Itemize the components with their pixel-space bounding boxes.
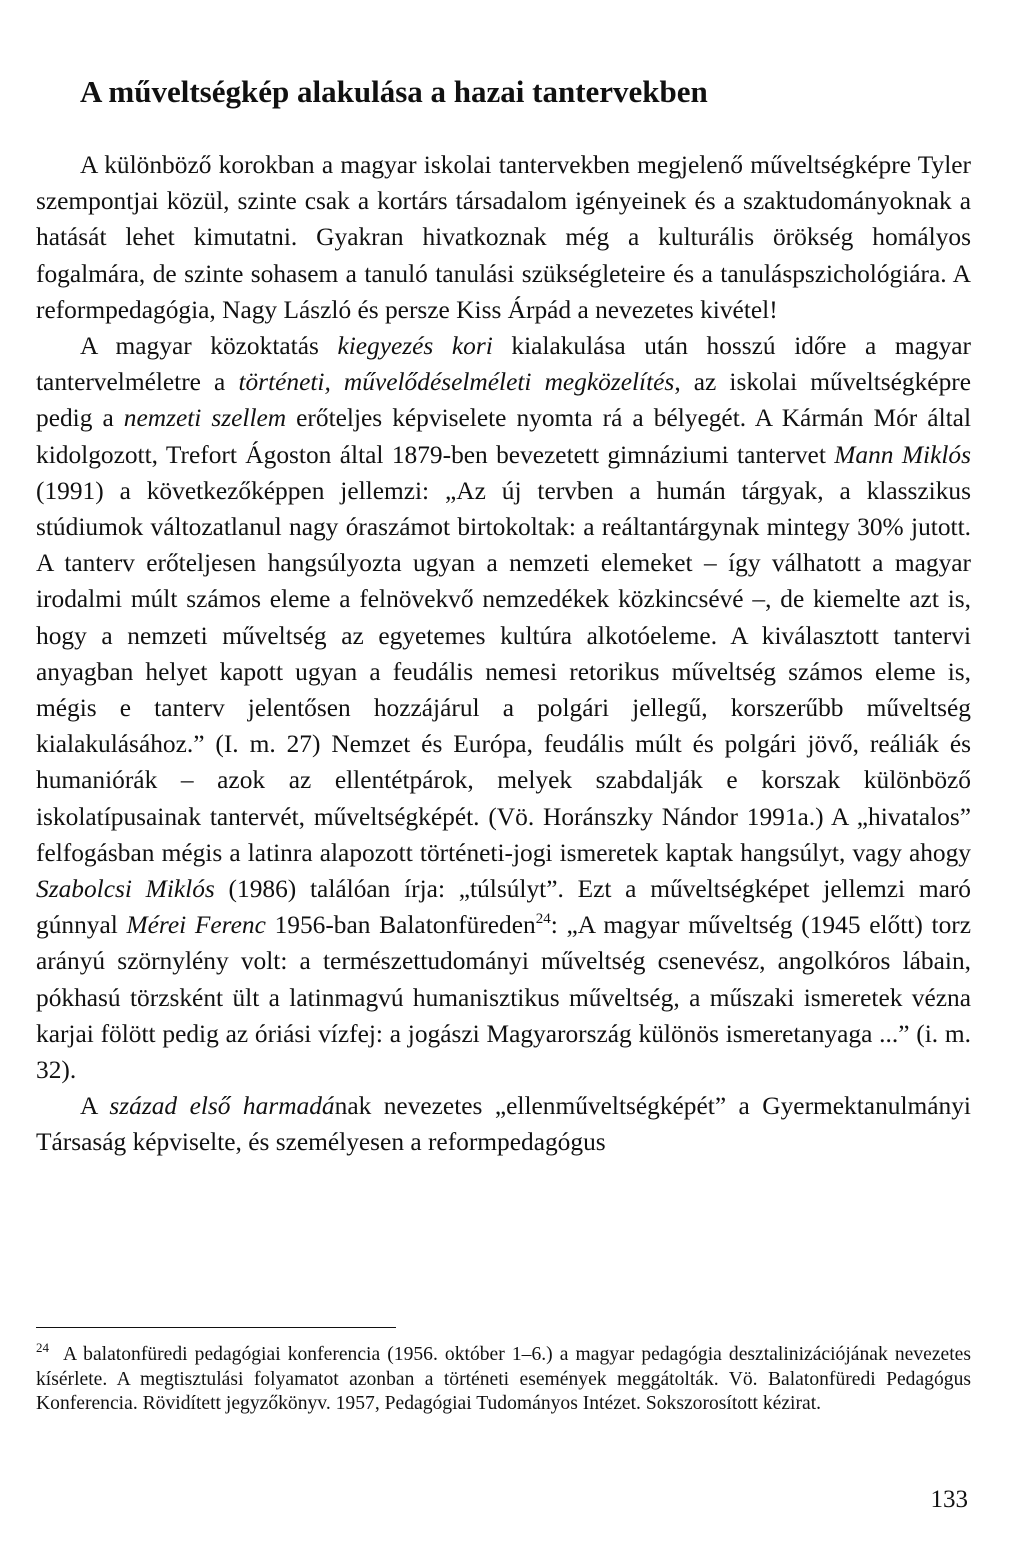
text-span: A magyar közoktatás bbox=[80, 332, 338, 361]
italic-span: történeti, művelődéselméleti megközelítés bbox=[238, 368, 675, 397]
text-span: erőteljes képviselete nyomta rá a bélyegét. A Kármán Mór által kidolgozott, Trefort Ágoston által 1879-ben bevezetett gimnáziumi tantervet bbox=[36, 404, 972, 469]
paragraph-3 bbox=[36, 1088, 971, 1160]
footnote-number: 24 bbox=[36, 1340, 49, 1355]
italic-span: Szabolcsi Miklós bbox=[36, 875, 215, 904]
page-number: 133 bbox=[930, 1486, 968, 1513]
paragraph-1: A különböző korokban a magyar iskolai tantervekben megjelenő műveltségképre Tyler szempontjai közül, szinte csak a kortárs társadalom igényeinek és a szaktudományoknak a hatását lehet kimutatni. Gyakran hivatkoznak még a kulturális örökség homályos fogalmára, de szinte sohasem a tanuló tanulási szükségleteire és a tanuláspszichológiára. A reformpedagógia, Nagy László és persze Kiss Árpád a nevezetes kivétel! bbox=[36, 151, 971, 324]
text-span: (1991) a következőképpen jellemzi: „Az új tervben a humán tárgyak, a klasszikus stúdiumok változatlanul nagy óraszámot birtokoltak: a reáltantárgynak mintegy 30% jutott. A tanterv erőteljesen hangsúlyozta ugyan a nemzeti elemeket – így válhatott a magyar irodalmi múlt számos eleme a felnövekvő nemzedékek közkincsévé –, de kiemelte azt is, hogy a nemzeti műveltség az egyetemes kultúra alkotóeleme. A kiválasztott tantervi anyagban helyet kapott ugyan a feudális nemesi retorikus műveltség számos eleme is, mégis e tanterv jelentősen hozzájárul a polgári jellegű, korszerűbb műveltség kialakulásához.” (I. m. 27) Nemzet és Európa, feudális múlt és polgári jövő, reáliák és humaniórák – azok az ellentétpárok, melyek szabdalják e korszak különböző iskolatípusainak tantervét, műveltségképét. (Vö. Horánszky Nándor 1991a.) A „hivatalos” felfogásban mégis a latinra alapozott történeti-jogi ismeretek kaptak hangsúlyt, vagy ahogy bbox=[36, 476, 971, 867]
text-span: 1956-ban Balatonfüreden bbox=[265, 911, 536, 940]
text-span: nak nevezetes „ellenműveltségképét” a Gyermektanulmányi Társaság képviselte, és személyesen a reformpedagógus bbox=[36, 1092, 971, 1157]
footnote bbox=[36, 1340, 971, 1417]
text-span: , az iskolai műveltségképre pedig a bbox=[36, 368, 971, 433]
text-span: : „A magyar műveltség (1945 előtt) torz arányú szörnylény volt: a természettudományi műveltség csenevész, angolkóros lábain, pókhasú törzsként ült a latinmagvú humanisztikus műveltség, a műszaki ismeretek vézna karjai fölött pedig az óriási vízfej: a jogászi Magyarország különös ismeretanyaga ...” (i. m. 32). bbox=[36, 911, 971, 1085]
text-span: (1986) találóan írja: „túlsúlyt”. Ezt a műveltségképet jellemzi maró gúnnyal bbox=[36, 875, 972, 940]
footnote-reference[interactable]: 24 bbox=[535, 911, 551, 928]
body-text bbox=[36, 147, 971, 1161]
text-span: A bbox=[80, 1092, 110, 1121]
italic-span: Mérei Ferenc bbox=[126, 911, 266, 940]
text-span: kialakulása után hosszú időre a magyar tantervelméletre a bbox=[36, 332, 971, 397]
page-title: A műveltségkép alakulása a hazai tantervekben bbox=[80, 74, 708, 109]
footnote-text: A balatonfüredi pedagógiai konferencia (1956. október 1–6.) a magyar pedagógia desztalinizációjának nevezetes kísérlete. A megtisztulási folyamatot azonban a történeti események meggátolták. Vö. Balatonfüredi Pedagógus Konferencia. Rövidített jegyzőkönyv. 1957, Pedagógiai Tudományos Intézet. Sokszorosított kézirat. bbox=[36, 1344, 971, 1415]
paragraph-2 bbox=[36, 328, 971, 1088]
italic-span: század első harmadá bbox=[109, 1092, 335, 1121]
italic-span: nemzeti szellem bbox=[123, 404, 287, 433]
italic-span: kiegyezés kori bbox=[337, 332, 493, 361]
footnote-separator bbox=[36, 1327, 396, 1328]
italic-span: Mann Miklós bbox=[834, 440, 971, 469]
